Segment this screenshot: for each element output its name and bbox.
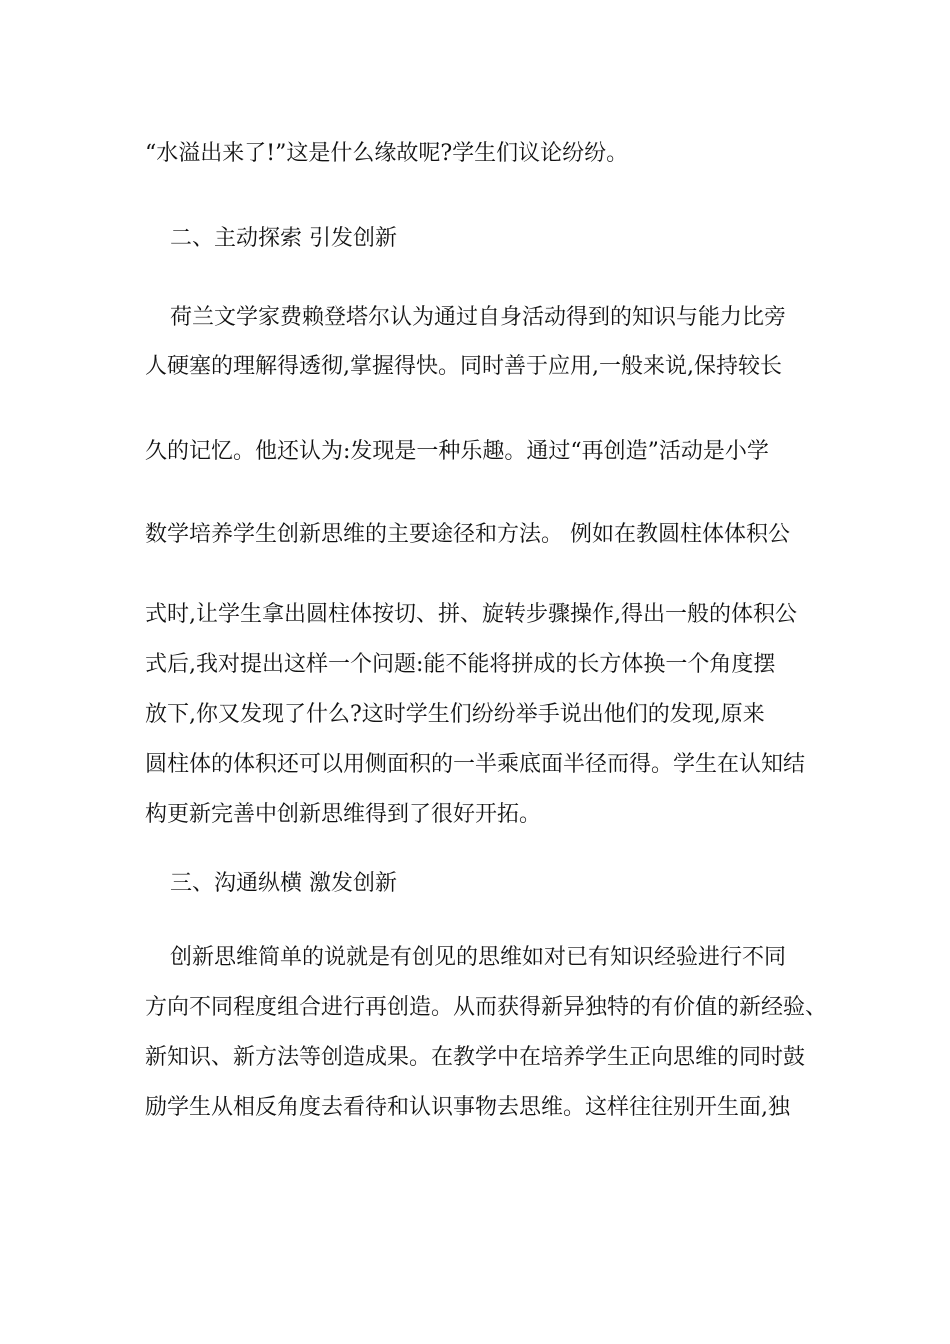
paragraph-line: 式时,让学生拿出圆柱体按切、拼、旋转步骤操作,得出一般的体积公 bbox=[145, 602, 797, 627]
paragraph-line: 式后,我对提出这样一个问题:能不能将拼成的长方体换一个角度摆 bbox=[145, 652, 776, 677]
paragraph-line: 方向不同程度组合进行再创造。从而获得新异独特的有价值的新经验、 bbox=[145, 995, 828, 1020]
paragraph-line: 久的记忆。他还认为:发现是一种乐趣。通过“再创造”活动是小学 bbox=[145, 439, 769, 464]
section-heading: 三、沟通纵横 激发创新 bbox=[170, 871, 397, 896]
paragraph-line: “水溢出来了!”这是什么缘故呢?学生们议论纷纷。 bbox=[145, 141, 629, 166]
paragraph-line: 放下,你又发现了什么?这时学生们纷纷举手说出他们的发现,原来 bbox=[145, 702, 765, 727]
paragraph-line: 数学培养学生创新思维的主要途径和方法。 例如在教圆柱体体积公 bbox=[145, 522, 790, 547]
section-heading: 二、主动探索 引发创新 bbox=[170, 226, 397, 251]
paragraph-line: 新知识、新方法等创造成果。在教学中在培养学生正向思维的同时鼓 bbox=[145, 1045, 806, 1070]
paragraph-line: 励学生从相反角度去看待和认识事物去思维。这样往往别开生面,独 bbox=[145, 1095, 790, 1120]
paragraph-line: 人硬塞的理解得透彻,掌握得快。同时善于应用,一般来说,保持较长 bbox=[145, 354, 782, 379]
paragraph-line: 圆柱体的体积还可以用侧面积的一半乘底面半径而得。学生在认知结 bbox=[145, 752, 806, 777]
paragraph-line: 创新思维简单的说就是有创见的思维如对已有知识经验进行不同 bbox=[170, 945, 787, 970]
paragraph-line: 构更新完善中创新思维得到了很好开拓。 bbox=[145, 802, 542, 827]
paragraph-line: 荷兰文学家费赖登塔尔认为通过自身活动得到的知识与能力比旁 bbox=[170, 305, 787, 330]
